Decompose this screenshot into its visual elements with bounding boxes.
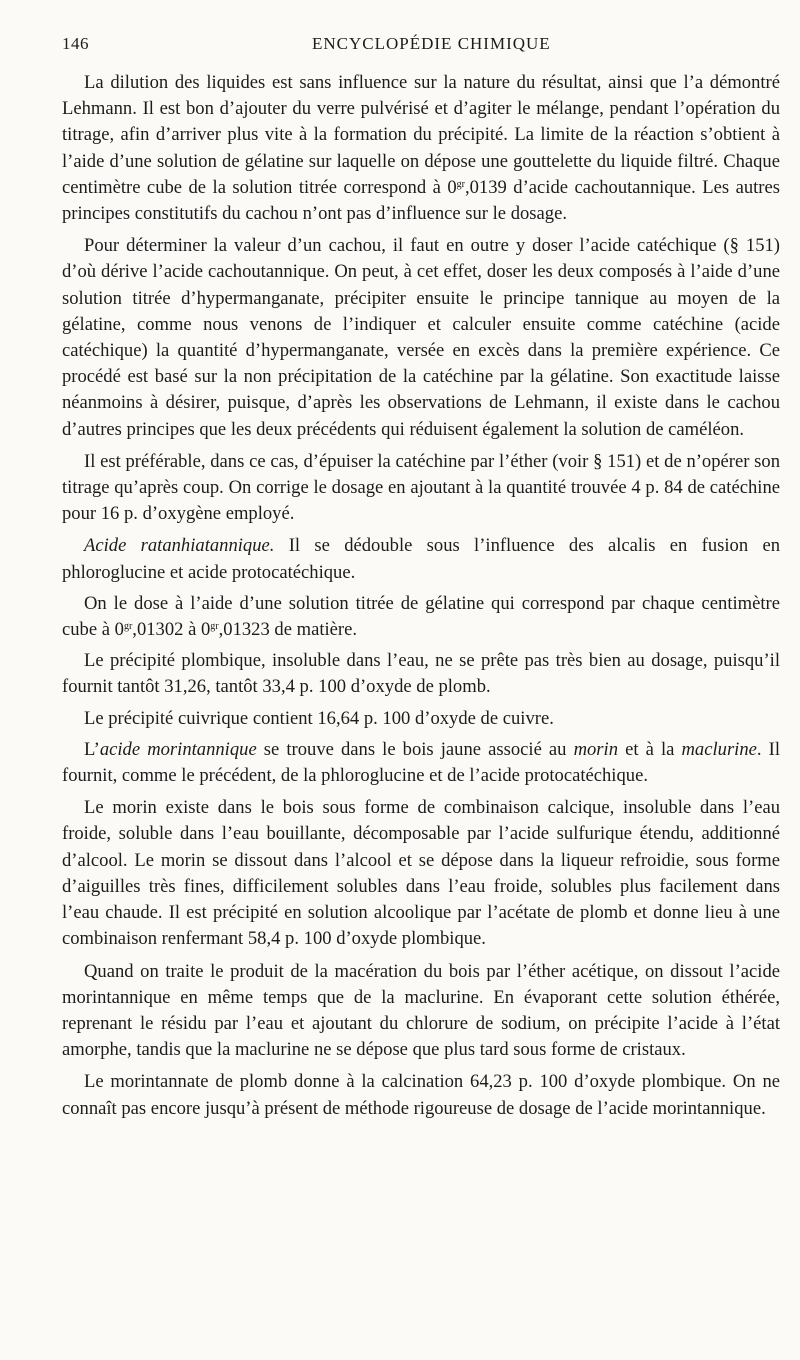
italic-text: Acide ratanhiatannique.: [84, 535, 275, 557]
italic-text: morin: [573, 738, 619, 760]
body-text: [62, 70, 780, 1122]
text-run: La dilution des liquides est sans influence sur la nature du résultat, ainsi que l’a démontré Lehmann. Il est bon d’ajouter du verre pulvérisé et d’agiter le mélange, pendant l’opération du titrage, afin d’arriver plus vite à la formation du précipité. La limite de la réaction s’obtient à l’aide d’une solution de gélatine sur laquelle on dépose une gouttelette du liquide filtré. Chaque centimètre cube de la solution titrée correspond à 0: [62, 72, 780, 198]
text-run: se trouve dans le bois jaune associé au: [256, 738, 574, 760]
text-run: et à la: [618, 738, 682, 760]
italic-text: maclurine: [681, 738, 757, 760]
page-number: 146: [62, 34, 89, 53]
text-run: Il est préférable, dans ce cas, d’épuiser la catéchine par l’éther (voir § 151) et de n’opérer son titrage qu’après coup. On corrige le dosage en ajoutant à la quantité trouvée 4 p. 84 de catéchine pour 16 p. d’oxygène employé.: [62, 450, 780, 525]
text-run: Il se dédouble sous l’influence des alcalis en fusion en phloroglucine et acide protocatéchique.: [62, 535, 780, 583]
unit-superscript: gr: [456, 178, 465, 190]
text-run: L’: [84, 738, 100, 760]
unit-superscript: gr: [123, 621, 133, 633]
text-run: ,01323 de matière.: [218, 619, 357, 641]
paragraph: [62, 959, 780, 1064]
paragraph: [62, 1069, 780, 1121]
text-run: Le morin existe dans le bois sous forme de combinaison calcique, insoluble dans l’eau froide, soluble dans l’eau bouillante, décomposable par l’acide sulfurique étendu, additionné d’alcool. Le morin se dissout dans l’alcool et se dépose dans la liqueur refroidie, sous forme d’aiguilles très fines, difficilement solubles dans l’eau froide, solubles plus facilement dans l’eau chaude. Il est précipité en solution alcoolique par l’acétate de plomb et donne lieu à une combinaison renfermant 58,4 p. 100 d’oxyde plombique.: [62, 797, 780, 950]
text-run: . Il fournit, comme le précédent, de la phloroglucine et de l’acide protocatéchique.: [62, 738, 781, 787]
paragraph: [62, 449, 780, 528]
text-run: Le précipité plombique, insoluble dans l’eau, ne se prête pas très bien au dosage, puisqu’il fournit tantôt 31,26, tantôt 33,4 p. 100 d’oxyde de plomb.: [62, 650, 780, 698]
paragraph: [62, 648, 780, 700]
paragraph: [62, 70, 780, 227]
text-run: ,0139 d’acide cachoutannique. Les autres principes constitutifs du cachou n’ont pas d’influence sur le dosage.: [62, 176, 780, 225]
paragraph: [62, 533, 780, 585]
page-header: [62, 34, 780, 70]
paragraph: [62, 737, 780, 789]
text-run: Pour déterminer la valeur d’un cachou, il faut en outre y doser l’acide catéchique (§ 151) d’où dérive l’acide cachoutannique. On peut, à cet effet, doser les deux composés à l’aide d’une solution titrée d’hypermanganate, précipiter ensuite le principe tannique au moyen de la gélatine, comme nous venons de l’indiquer et calculer ensuite comme catéchine (acide catéchique) la quantité d’hypermanganate, versée en excès dans la première expérience. Ce procédé est basé sur la non précipitation de la catéchine par la gélatine. Son exactitude laisse néanmoins à désirer, puisque, d’après les observations de Lehmann, il existe dans le cachou d’autres principes que les deux précédents qui réduisent également la solution de caméléon.: [62, 235, 780, 440]
paragraph: [62, 795, 780, 952]
italic-text: acide morintannique: [99, 738, 257, 760]
running-title: ENCYCLOPÉDIE CHIMIQUE: [312, 34, 551, 53]
paragraph: [62, 591, 780, 643]
paragraph: [62, 706, 780, 732]
text-run: ,01302 à 0: [132, 619, 211, 641]
text-run: Le précipité cuivrique contient 16,64 p. 100 d’oxyde de cuivre.: [84, 707, 554, 729]
paragraph: [62, 233, 780, 443]
text-run: Le morintannate de plomb donne à la calcination 64,23 p. 100 d’oxyde plombique. On ne connaît pas encore jusqu’à présent de méthode rigoureuse de dosage de l’acide morintannique.: [62, 1071, 780, 1119]
unit-superscript: gr: [210, 621, 219, 633]
text-run: On le dose à l’aide d’une solution titrée de gélatine qui correspond par chaque centimètre cube à 0: [62, 592, 780, 641]
text-run: Quand on traite le produit de la macération du bois par l’éther acétique, on dissout l’acide morintannique en même temps que de la maclurine. En évaporant cette solution éthérée, reprenant le résidu par l’eau et ajoutant du chlorure de sodium, on précipite l’acide à l’état amorphe, tandis que la maclurine ne se dépose que plus tard sous forme de cristaux.: [62, 960, 780, 1061]
